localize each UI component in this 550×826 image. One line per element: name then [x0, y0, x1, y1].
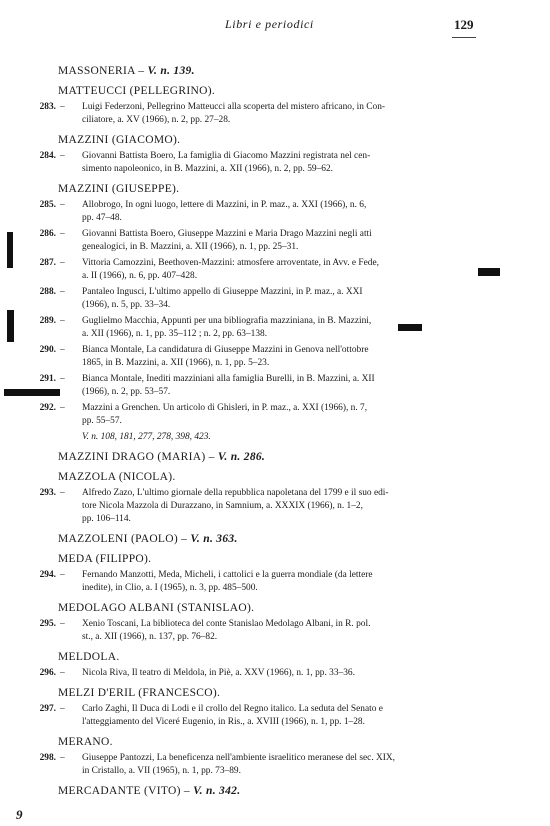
entry-line: Carlo Zaghi, Il Duca di Lodi e il crollo del Regno italico. La seduta del Senato e — [82, 704, 383, 714]
entry-line: Bianca Montale, Inediti mazziniani alla famiglia Burelli, in B. Mazzini, a. XII — [82, 374, 375, 384]
entry-line: Xenio Toscani, La biblioteca del conte Stanislao Medolago Albani, in R. pol. — [82, 619, 371, 629]
bibliography-entry: 287. – Vittoria Camozzini, Beethoven-Mazzini: atmosfere arroventate, in Avv. e Fede, a. II (1966), n. 6, pp. 407–428. — [0, 257, 550, 283]
bibliography-entry: 291. – Bianca Montale, Inediti mazziniani alla famiglia Burelli, in B. Mazzini, a. XII (1966), n. 2, pp. 53–57. — [0, 373, 550, 399]
entry-line: Vittoria Camozzini, Beethoven-Mazzini: atmosfere arroventate, in Avv. e Fede, — [82, 258, 379, 268]
bibliography-entry: 294. – Fernando Manzotti, Meda, Micheli, i cattolici e la guerra mondiale (da lettere inedite), in Clio, a. I (1965), n. 3, pp. 485–500. — [0, 569, 550, 595]
entry-number: 291. — [39, 374, 56, 384]
bibliography-entry: 288. – Pantaleo Ingusci, L'ultimo appello di Giuseppe Mazzini, in P. maz., a. XXI (1966), n. 5, pp. 33–34. — [0, 286, 550, 312]
entry-number: 283. — [39, 102, 56, 112]
section-heading: MAZZINI (GIACOMO). — [58, 134, 181, 146]
entry-number: 290. — [39, 345, 56, 355]
entry-line: ciliatore, a. XV (1966), n. 2, pp. 27–28. — [82, 115, 231, 125]
entry-line: pp. 55–57. — [82, 416, 122, 426]
section-heading: MATTEUCCI (PELLEGRINO). — [58, 85, 216, 97]
page-number-rule — [452, 37, 476, 38]
entry-number: 293. — [39, 488, 56, 498]
entry-line: Guglielmo Macchia, Appunti per una bibliografia mazziniana, in B. Mazzini, — [82, 316, 372, 326]
bibliography-entry: 284. – Giovanni Battista Boero, La famiglia di Giacomo Mazzini registrata nel cen- simento napoleonico, in B. Mazzini, a. XII (1966), n. 2, pp. 59–62. — [0, 150, 550, 176]
entry-line: inedite), in Clio, a. I (1965), n. 3, pp. 485–500. — [82, 583, 258, 593]
section-heading: MASSONERIA – V. n. 139. — [58, 65, 195, 77]
cross-reference: V. n. 286. — [217, 451, 266, 463]
bibliography-entry: 297. – Carlo Zaghi, Il Duca di Lodi e il crollo del Regno italico. La seduta del Senato e l'atteggiamento del Viceré Eugenio, in Ris., a. XVIII (1966), n. 1, pp. 1–28. — [0, 703, 550, 729]
scan-mark — [478, 268, 500, 276]
entry-line: Giuseppe Pantozzi, La beneficenza nell'ambiente israelitico meranese del sec. XIX, — [82, 753, 396, 763]
section-heading: MELZI D'ERIL (FRANCESCO). — [58, 687, 221, 699]
entry-line: Nicola Riva, Il teatro di Meldola, in Piè, a. XXV (1966), n. 1, pp. 33–36. — [82, 668, 355, 678]
entry-number: 284. — [39, 151, 56, 161]
entry-line: pp. 47–48. — [82, 213, 122, 223]
section-heading: MERCADANTE (VITO) – V. n. 342. — [58, 785, 241, 797]
section-heading: MAZZINI DRAGO (MARIA) – V. n. 286. — [58, 451, 266, 463]
entry-line: a. II (1966), n. 6, pp. 407–428. — [82, 271, 198, 281]
entry-line: Alfredo Zazo, L'ultimo giornale della repubblica napoletana del 1799 e il suo edi- — [82, 488, 389, 498]
entry-line: Fernando Manzotti, Meda, Micheli, i cattolici e la guerra mondiale (da lettere — [82, 570, 373, 580]
bibliography-entry: 285. – Allobrogo, In ogni luogo, lettere di Mazzini, in P. maz., a. XXI (1966), n. 6, pp. 47–48. — [0, 199, 550, 225]
bibliography-entry: 298. – Giuseppe Pantozzi, La beneficenza nell'ambiente israelitico meranese del sec. XIX, in Cristallo, a. VII (1965), n. 1, pp. 73–89. — [0, 752, 550, 778]
scan-mark — [4, 389, 60, 396]
entry-line: (1966), n. 5, pp. 33–34. — [82, 300, 171, 310]
entry-line: a. XII (1966), n. 1, pp. 35–112 ; n. 2, pp. 63–138. — [82, 329, 268, 339]
bibliography-entry: 293. – Alfredo Zazo, L'ultimo giornale della repubblica napoletana del 1799 e il suo edi- tore Nicola Mazzola di Durazzano, in Samnium, a. XXXIX (1966), n. 1–2, pp. 106–114. — [0, 487, 550, 526]
entry-number: 297. — [39, 704, 56, 714]
entry-line: (1966), n. 2, pp. 53–57. — [82, 387, 171, 397]
entry-line: Giovanni Battista Boero, La famiglia di Giacomo Mazzini registrata nel cen- — [82, 151, 371, 161]
bibliography-entry: 295. – Xenio Toscani, La biblioteca del conte Stanislao Medolago Albani, in R. pol. st., a. XII (1966), n. 137, pp. 76–82. — [0, 618, 550, 644]
cross-reference: V. n. 342. — [193, 785, 241, 797]
scan-mark — [7, 310, 14, 342]
entry-number: 296. — [39, 668, 56, 678]
cross-reference: V. n. 108, 181, 277, 278, 398, 423. — [82, 432, 211, 442]
entry-number: 298. — [39, 753, 56, 763]
scan-mark — [398, 324, 422, 331]
entry-line: in Cristallo, a. VII (1965), n. 1, pp. 73–89. — [82, 766, 241, 776]
page-number: 129 — [454, 17, 474, 32]
bibliography-entry: 286. – Giovanni Battista Boero, Giuseppe Mazzini e Maria Drago Mazzini negli atti genealogici, in B. Mazzini, a. XII (1966), n. 1, pp. 25–31. — [0, 228, 550, 254]
entry-line: st., a. XII (1966), n. 137, pp. 76–82. — [82, 632, 218, 642]
entry-line: Allobrogo, In ogni luogo, lettere di Mazzini, in P. maz., a. XXI (1966), n. 6, — [82, 200, 367, 210]
entry-number: 286. — [39, 229, 56, 239]
entry-line: genealogici, in B. Mazzini, a. XII (1966), n. 1, pp. 25–31. — [82, 242, 299, 252]
section-heading: MEDOLAGO ALBANI (STANISLAO). — [58, 602, 255, 614]
entry-line: simento napoleonico, in B. Mazzini, a. XII (1966), n. 2, pp. 59–62. — [82, 164, 333, 174]
entry-line: 1865, in B. Mazzini, a. XII (1966), n. 1, pp. 5–23. — [82, 358, 270, 368]
section-heading: MAZZOLENI (PAOLO) – V. n. 363. — [58, 533, 238, 545]
bibliography-list — [0, 58, 550, 798]
running-title: Libri e periodici — [225, 17, 314, 31]
entry-number: 285. — [39, 200, 56, 210]
page-header — [0, 18, 550, 38]
entry-number: 295. — [39, 619, 56, 629]
entry-number: 287. — [39, 258, 56, 268]
section-heading: MAZZINI (GIUSEPPE). — [58, 183, 180, 195]
bibliography-entry: 296. – Nicola Riva, Il teatro di Meldola, in Piè, a. XXV (1966), n. 1, pp. 33–36. — [0, 667, 550, 680]
entry-line: Mazzini a Grenchen. Un articolo di Ghisleri, in P. maz., a. XXI (1966), n. 7, — [82, 403, 368, 413]
entry-line: pp. 106–114. — [82, 514, 131, 524]
entry-number: 294. — [39, 570, 56, 580]
entry-line: Bianca Montale, La candidatura di Giuseppe Mazzini in Genova nell'ottobre — [82, 345, 369, 355]
entry-number: 292. — [39, 403, 56, 413]
bibliography-entry: 283. – Luigi Federzoni, Pellegrino Matteucci alla scoperta del mistero africano, in Con- ciliatore, a. XV (1966), n. 2, pp. 27–28. — [0, 101, 550, 127]
section-heading: MEDA (FILIPPO). — [58, 553, 152, 565]
cross-reference: V. n. 139. — [147, 65, 195, 77]
signature-mark: 9 — [16, 807, 23, 822]
entry-line: l'atteggiamento del Viceré Eugenio, in Ris., a. XVIII (1966), n. 1, pp. 1–28. — [82, 717, 365, 727]
entry-number: 289. — [39, 316, 56, 326]
scan-mark — [7, 232, 13, 268]
bibliography-entry: 290. – Bianca Montale, La candidatura di Giuseppe Mazzini in Genova nell'ottobre 1865, in B. Mazzini, a. XII (1966), n. 1, pp. 5–23. — [0, 344, 550, 370]
bibliography-entry: 292. – Mazzini a Grenchen. Un articolo di Ghisleri, in P. maz., a. XXI (1966), n. 7, pp. 55–57. — [0, 402, 550, 428]
cross-reference: V. n. 363. — [190, 533, 238, 545]
bibliography-entry: 289. – Guglielmo Macchia, Appunti per una bibliografia mazziniana, in B. Mazzini, a. XII (1966), n. 1, pp. 35–112 ; n. 2, pp. 63–138. — [0, 315, 550, 341]
entry-line: Luigi Federzoni, Pellegrino Matteucci alla scoperta del mistero africano, in Con- — [82, 102, 386, 112]
entry-line: Giovanni Battista Boero, Giuseppe Mazzini e Maria Drago Mazzini negli atti — [82, 229, 372, 239]
entry-line: Pantaleo Ingusci, L'ultimo appello di Giuseppe Mazzini, in P. maz., a. XXI — [82, 287, 363, 297]
section-heading: MAZZOLA (NICOLA). — [58, 471, 176, 483]
cross-reference-line — [0, 431, 550, 444]
entry-number: 288. — [39, 287, 56, 297]
entry-line: tore Nicola Mazzola di Durazzano, in Samnium, a. XXXIX (1966), n. 1–2, — [82, 501, 363, 511]
section-heading: MERANO. — [58, 736, 113, 748]
section-heading: MELDOLA. — [58, 651, 120, 663]
